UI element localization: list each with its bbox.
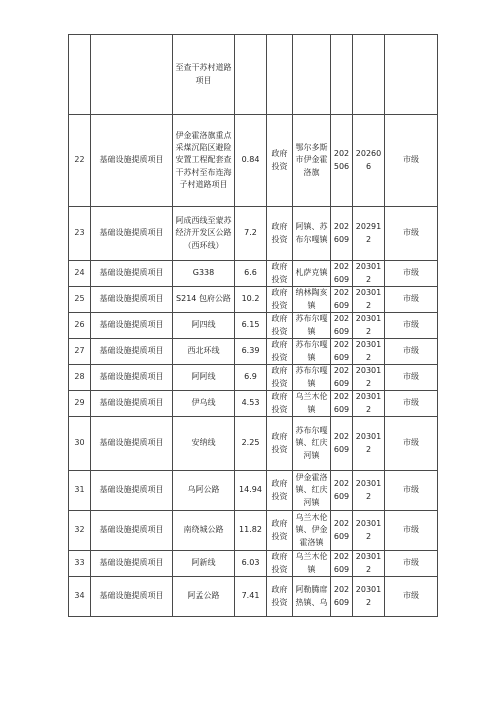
- cell-category: [91, 35, 173, 115]
- cell-level: 市级: [385, 115, 438, 207]
- cell-location: 纳林陶亥镇: [293, 287, 331, 313]
- cell-category: 基础设施提质项目: [91, 391, 173, 417]
- cell-no: 29: [69, 391, 91, 417]
- cell-scale: 2.25: [235, 417, 267, 471]
- cell-no: 26: [69, 313, 91, 339]
- cell-level: 市级: [385, 261, 438, 287]
- cell-category: 基础设施提质项目: [91, 287, 173, 313]
- cell-project: 阿四线: [173, 313, 235, 339]
- cell-no: 31: [69, 471, 91, 511]
- project-table: [68, 34, 438, 617]
- cell-project: 阿阿线: [173, 365, 235, 391]
- cell-end: 202606: [353, 115, 385, 207]
- cell-no: 24: [69, 261, 91, 287]
- cell-scale: 6.6: [235, 261, 267, 287]
- cell-invest: 政府投资: [267, 365, 293, 391]
- table-row: [69, 115, 438, 207]
- cell-location: 阿镇、苏布尔嘎镇: [293, 207, 331, 261]
- cell-start: 202609: [331, 339, 353, 365]
- cell-invest: 政府投资: [267, 471, 293, 511]
- cell-level: 市级: [385, 313, 438, 339]
- table-row: [69, 339, 438, 365]
- cell-scale: 6.15: [235, 313, 267, 339]
- cell-invest: 政府投资: [267, 287, 293, 313]
- cell-location: 阿勒腾席热镇、乌: [293, 577, 331, 617]
- cell-project: 乌阿公路: [173, 471, 235, 511]
- cell-end: 203012: [353, 365, 385, 391]
- cell-project: 阿新线: [173, 551, 235, 577]
- cell-level: 市级: [385, 339, 438, 365]
- cell-end: 203012: [353, 287, 385, 313]
- cell-project: 伊乌线: [173, 391, 235, 417]
- cell-project: G338: [173, 261, 235, 287]
- cell-location: 苏布尔嘎镇: [293, 313, 331, 339]
- cell-scale: 6.03: [235, 551, 267, 577]
- cell-no: 22: [69, 115, 91, 207]
- cell-no: 25: [69, 287, 91, 313]
- cell-no: 32: [69, 511, 91, 551]
- cell-location: 鄂尔多斯市伊金霍洛旗: [293, 115, 331, 207]
- cell-no: [69, 35, 91, 115]
- cell-category: 基础设施提质项目: [91, 577, 173, 617]
- cell-location: 札萨克镇: [293, 261, 331, 287]
- cell-start: 202609: [331, 261, 353, 287]
- cell-level: 市级: [385, 551, 438, 577]
- cell-start: [331, 35, 353, 115]
- cell-invest: 政府投资: [267, 207, 293, 261]
- cell-category: 基础设施提质项目: [91, 261, 173, 287]
- cell-invest: [267, 35, 293, 115]
- cell-location: [293, 35, 331, 115]
- cell-no: 33: [69, 551, 91, 577]
- cell-scale: 11.82: [235, 511, 267, 551]
- cell-location: 苏布尔嘎镇: [293, 365, 331, 391]
- cell-end: 203012: [353, 551, 385, 577]
- cell-invest: 政府投资: [267, 551, 293, 577]
- cell-scale: 0.84: [235, 115, 267, 207]
- table-row: [69, 287, 438, 313]
- cell-level: 市级: [385, 471, 438, 511]
- cell-invest: 政府投资: [267, 417, 293, 471]
- cell-scale: 6.9: [235, 365, 267, 391]
- cell-scale: 10.2: [235, 287, 267, 313]
- cell-scale: 4.53: [235, 391, 267, 417]
- cell-level: [385, 35, 438, 115]
- cell-project: 南绕城公路: [173, 511, 235, 551]
- cell-project: 西北环线: [173, 339, 235, 365]
- cell-start: 202506: [331, 115, 353, 207]
- cell-invest: 政府投资: [267, 115, 293, 207]
- cell-end: 203012: [353, 511, 385, 551]
- cell-location: 苏布尔嘎镇、红庆河镇: [293, 417, 331, 471]
- table-row: [69, 551, 438, 577]
- cell-invest: 政府投资: [267, 391, 293, 417]
- table-row: [69, 391, 438, 417]
- cell-end: 203012: [353, 577, 385, 617]
- cell-start: 202609: [331, 391, 353, 417]
- cell-location: 伊金霍洛镇、红庆河镇: [293, 471, 331, 511]
- cell-level: 市级: [385, 365, 438, 391]
- table-row: [69, 35, 438, 115]
- cell-start: 202609: [331, 313, 353, 339]
- cell-no: 28: [69, 365, 91, 391]
- cell-category: 基础设施提质项目: [91, 471, 173, 511]
- cell-invest: 政府投资: [267, 511, 293, 551]
- cell-end: 203012: [353, 261, 385, 287]
- cell-project: 阿成西线至蒙苏经济开发区公路（西环线）: [173, 207, 235, 261]
- cell-end: 202912: [353, 207, 385, 261]
- table-row: [69, 313, 438, 339]
- cell-scale: 14.94: [235, 471, 267, 511]
- cell-start: 202609: [331, 511, 353, 551]
- cell-category: 基础设施提质项目: [91, 365, 173, 391]
- cell-invest: 政府投资: [267, 577, 293, 617]
- cell-scale: 6.39: [235, 339, 267, 365]
- table-row: [69, 207, 438, 261]
- cell-start: 202609: [331, 365, 353, 391]
- cell-project: S214 包府公路: [173, 287, 235, 313]
- table-row: [69, 261, 438, 287]
- table-row: [69, 511, 438, 551]
- cell-category: 基础设施提质项目: [91, 417, 173, 471]
- cell-end: 203012: [353, 339, 385, 365]
- cell-start: 202609: [331, 577, 353, 617]
- cell-location: 苏布尔嘎镇: [293, 339, 331, 365]
- cell-location: 乌兰木伦镇: [293, 391, 331, 417]
- cell-invest: 政府投资: [267, 261, 293, 287]
- cell-start: 202609: [331, 471, 353, 511]
- cell-end: 203012: [353, 417, 385, 471]
- cell-start: 202609: [331, 551, 353, 577]
- cell-project: 伊金霍洛旗重点采煤沉陷区避险安置工程配套查干苏村至布连海子村道路项目: [173, 115, 235, 207]
- cell-no: 23: [69, 207, 91, 261]
- cell-level: 市级: [385, 207, 438, 261]
- table-row: [69, 577, 438, 617]
- cell-no: 30: [69, 417, 91, 471]
- cell-scale: 7.41: [235, 577, 267, 617]
- cell-level: 市级: [385, 417, 438, 471]
- cell-project: 至查干苏村道路项目: [173, 35, 235, 115]
- cell-category: 基础设施提质项目: [91, 313, 173, 339]
- cell-end: [353, 35, 385, 115]
- cell-start: 202609: [331, 207, 353, 261]
- cell-end: 203012: [353, 471, 385, 511]
- cell-end: 203012: [353, 391, 385, 417]
- cell-category: 基础设施提质项目: [91, 551, 173, 577]
- cell-level: 市级: [385, 391, 438, 417]
- cell-location: 乌兰木伦镇: [293, 551, 331, 577]
- cell-location: 乌兰木伦镇、伊金霍洛镇: [293, 511, 331, 551]
- table-row: [69, 471, 438, 511]
- cell-end: 203012: [353, 313, 385, 339]
- cell-level: 市级: [385, 577, 438, 617]
- cell-category: 基础设施提质项目: [91, 511, 173, 551]
- cell-project: 阿孟公路: [173, 577, 235, 617]
- cell-scale: 7.2: [235, 207, 267, 261]
- cell-invest: 政府投资: [267, 339, 293, 365]
- cell-no: 34: [69, 577, 91, 617]
- table-row: [69, 365, 438, 391]
- table-row: [69, 417, 438, 471]
- cell-no: 27: [69, 339, 91, 365]
- cell-level: 市级: [385, 511, 438, 551]
- cell-level: 市级: [385, 287, 438, 313]
- cell-start: 202609: [331, 417, 353, 471]
- cell-category: 基础设施提质项目: [91, 339, 173, 365]
- cell-invest: 政府投资: [267, 313, 293, 339]
- table-body: [69, 35, 438, 617]
- cell-start: 202609: [331, 287, 353, 313]
- cell-project: 安纳线: [173, 417, 235, 471]
- cell-scale: [235, 35, 267, 115]
- cell-category: 基础设施提质项目: [91, 115, 173, 207]
- cell-category: 基础设施提质项目: [91, 207, 173, 261]
